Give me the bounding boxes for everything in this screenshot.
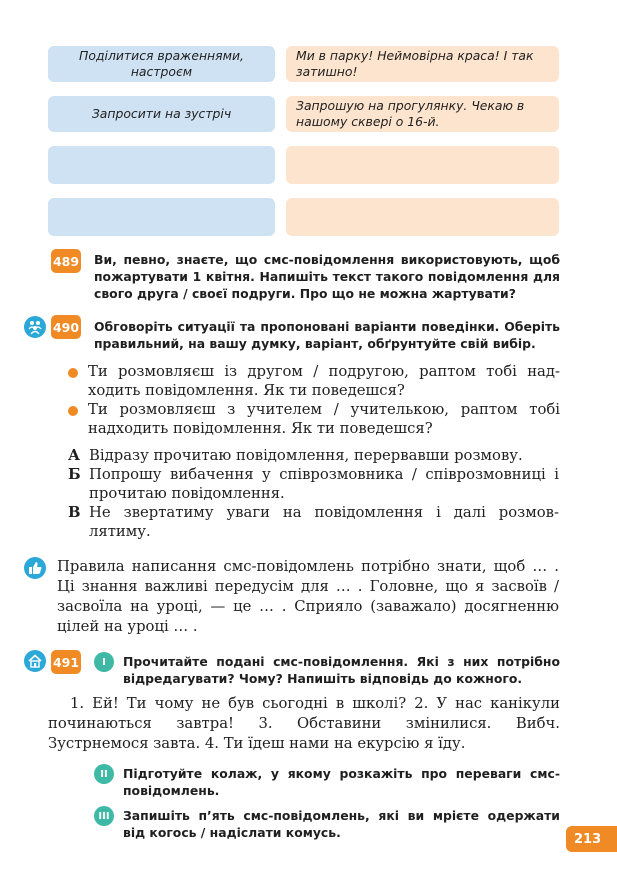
option-a-text: Відразу прочитаю повідомлення, перервавши розмову. <box>89 447 523 464</box>
reflection-line: цілей на уроці … . <box>57 618 198 635</box>
option-letter-a: А <box>68 447 81 464</box>
task-number-491: 491 <box>51 650 81 674</box>
task-491-part-3: Запишіть п’ять смс-повідомлень, які ви мрієте одержати від когось / надіслати комусь. <box>123 808 560 840</box>
reflection-line: Ці знання важливі передусім для … . Головне, що я засвоїв / <box>57 578 559 595</box>
situation-item: Ти розмовляєш із другом / подругою, раптом тобі надходить повідомлення. Як ти поведешся? <box>88 363 560 399</box>
level-badge-ii: II <box>94 764 114 784</box>
bullet-marker <box>68 406 78 416</box>
group-discussion-icon <box>24 316 46 338</box>
task-490-text: Обговоріть ситуації та пропоновані варіанти поведінки. Оберіть правильний, на вашу думку, варіант, обґрунтуйте свій вибір. <box>94 319 560 351</box>
situation-item: Ти розмовляєш з учителем / учителькою, раптом тобі надходить повідомлення. Як ти поведешся? <box>88 401 560 437</box>
table-cell-message: Запрошую на прогулянку. Чекаю в нашому сквері о 16-й. <box>286 96 559 132</box>
table-cell-empty[interactable] <box>286 198 559 236</box>
option-v-text: Не звертатиму уваги на повідомлення і далі розмов лятиму. <box>89 504 559 540</box>
table-cell-empty[interactable] <box>48 146 275 184</box>
task-491-part-1: Прочитайте подані смс-повідомлення. Які з них потрібно відредагувати? Чому? Напишіть відповідь до кожного. <box>123 654 560 686</box>
sms-line: Зустрнемося завта. 4. Ти їдеш нами на екурсію я їду. <box>48 735 466 752</box>
reflection-line: Правила написання смс-повідомлень потрібно знати, щоб … . <box>57 558 559 575</box>
reflection-line: засвоїла на уроці, — це … . Сприяло (заважало) досягненню <box>57 598 559 615</box>
task-number-490: 490 <box>51 315 81 339</box>
option-letter-v: В <box>68 504 81 521</box>
option-b-text: Попрошу вибачення у співрозмовника / співрозмовниці і прочитаю повідомлення. <box>89 466 559 502</box>
sms-line: починаються завтра! 3. Обставини змінилися. Вибч. <box>48 715 560 732</box>
sms-messages <box>48 694 560 754</box>
option-letter-b: Б <box>68 466 81 483</box>
level-badge-iii: III <box>94 806 114 826</box>
table-cell-purpose: Поділитися враженнями, настроєм <box>48 46 275 82</box>
table-cell-message: Ми в парку! Неймовірна краса! І так затишно! <box>286 46 559 82</box>
page-number: 213 <box>566 826 617 852</box>
home-icon <box>24 650 46 672</box>
reflection-text <box>57 557 559 637</box>
sms-line: 1. Ей! Ти чому не був сьогодні в школі? 2. У нас канікули <box>70 695 560 712</box>
task-number-489: 489 <box>51 249 81 273</box>
bullet-marker <box>68 368 78 378</box>
thumbs-up-icon <box>24 557 46 579</box>
task-491-part-2: Підготуйте колаж, у якому розкажіть про переваги смс-повідомлень. <box>123 766 560 798</box>
task-489-text: Ви, певно, знаєте, що смс-повідомлення використовують, щоб пожартувати 1 квітня. Напишіть текст такого повідомлення для свого друга / своєї подруги. Про що не можна жартувати? <box>94 252 560 301</box>
table-cell-empty[interactable] <box>286 146 559 184</box>
level-badge-i: I <box>94 652 114 672</box>
table-cell-purpose: Запросити на зустріч <box>48 96 275 132</box>
table-cell-empty[interactable] <box>48 198 275 236</box>
